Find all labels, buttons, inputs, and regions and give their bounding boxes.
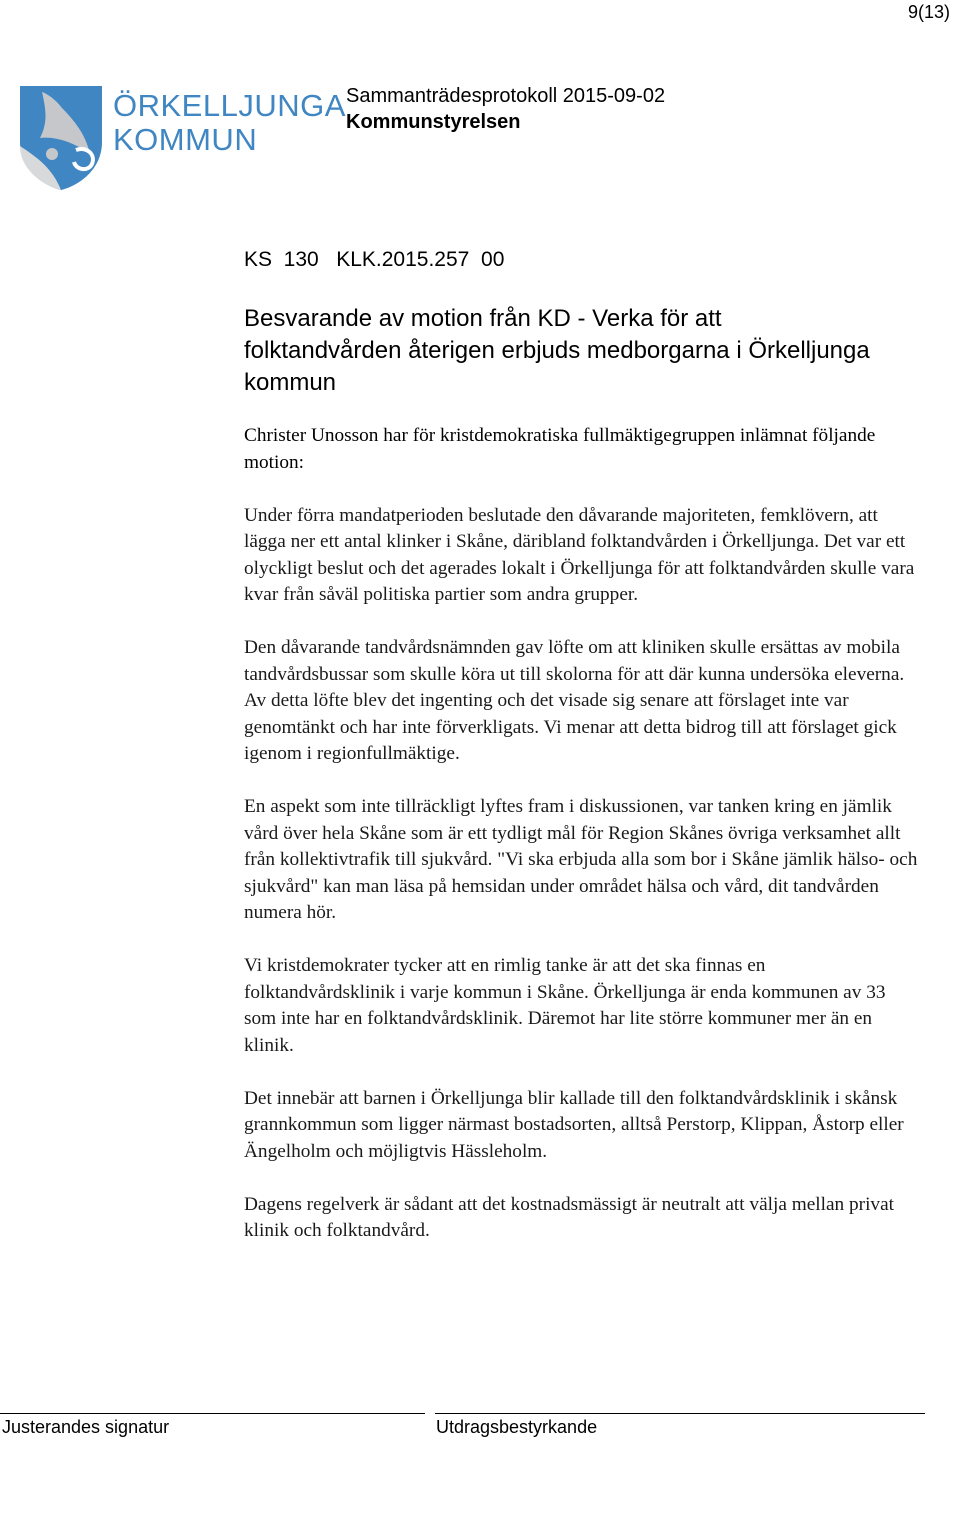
signature-line bbox=[0, 1413, 425, 1414]
copy-line bbox=[435, 1413, 925, 1414]
intro-paragraph: Christer Unosson har för kristdemokratiska fullmäktigegruppen inlämnat följande motion: bbox=[244, 425, 876, 473]
motion-paragraph: Under förra mandatperioden beslutade den dåvarande majoriteten, femklövern, att lägga ner ett antal klinker i Skåne, däribland folktandvården i Örkelljunga. Det var ett olyckligt beslut och det agerades lokalt i Örkelljunga för att folktandvården skulle vara kvar från såväl politiska partier som andra grupper. bbox=[244, 504, 915, 605]
motion-paragraph: Den dåvarande tandvårdsnämnden gav löfte om att kliniken skulle ersättas av mobila tandvårdsbussar som skulle köra ut till skolorna för att där kunna undersöka eleverna. Av detta löfte blev det ingenting och det visade sig senare att förslaget inte var genomtänkt och har inte förverkligats. Vi menar att detta bidrog till att förslaget gick igenom i regionfullmäktige. bbox=[244, 637, 905, 764]
logo-name-line1: ÖRKELLJUNGA bbox=[113, 88, 346, 123]
copy-verification-label: Utdragsbestyrkande bbox=[436, 1417, 598, 1437]
protocol-body bbox=[244, 423, 920, 1245]
motion-paragraph: Det innebär att barnen i Örkelljunga blir kallade till den folktandvårdsklinik i skånsk grannkommun som ligger närmast bostadsorten, alltså Perstorp, Klippan, Åstorp eller Ängelholm och möjligtvis Hässleholm. bbox=[244, 1087, 904, 1162]
motion-paragraph: Dagens regelverk är sådant att det kostnadsmässigt är neutralt att välja mellan privat klinik och folktandvård. bbox=[244, 1193, 894, 1241]
municipality-logo bbox=[18, 84, 346, 194]
signature-label: Justerandes signatur bbox=[2, 1417, 170, 1437]
logo-name-line2: KOMMUN bbox=[113, 122, 258, 157]
page-number: 9(13) bbox=[907, 2, 950, 22]
motion-paragraph: En aspekt som inte tillräckligt lyftes fram i diskussionen, var tanken kring en jämlik vård över hela Skåne som är ett tydligt mål för Region Skånes övriga verksamhet allt från kollektivtrafik till sjukvård. "Vi ska erbjuda alla som bor i Skåne jämlik hälso- och sjukvård" kan man läsa på hemsidan under området hälsa och vård, dit tandvården numera hör. bbox=[244, 796, 918, 923]
section-heading: Besvarande av motion från KD - Verka för att folktandvården återigen erbjuds medborgarna i Örkelljunga kommun bbox=[244, 305, 870, 396]
case-reference: KS 130 KLK.2015.257 00 bbox=[244, 248, 505, 271]
committee-name: Kommunstyrelsen bbox=[346, 111, 521, 133]
coat-of-arms-icon bbox=[18, 84, 104, 192]
motion-paragraph: Vi kristdemokrater tycker att en rimlig tanke är att det ska finnas en folktandvårdsklinik i varje kommun i Skåne. Örkelljunga är enda kommunen av 33 som inte har en folktandvårdsklinik. Däremot har lite större kommuner mer än en klinik. bbox=[244, 955, 886, 1056]
protocol-title: Sammanträdesprotokoll 2015-09-02 bbox=[346, 85, 666, 107]
